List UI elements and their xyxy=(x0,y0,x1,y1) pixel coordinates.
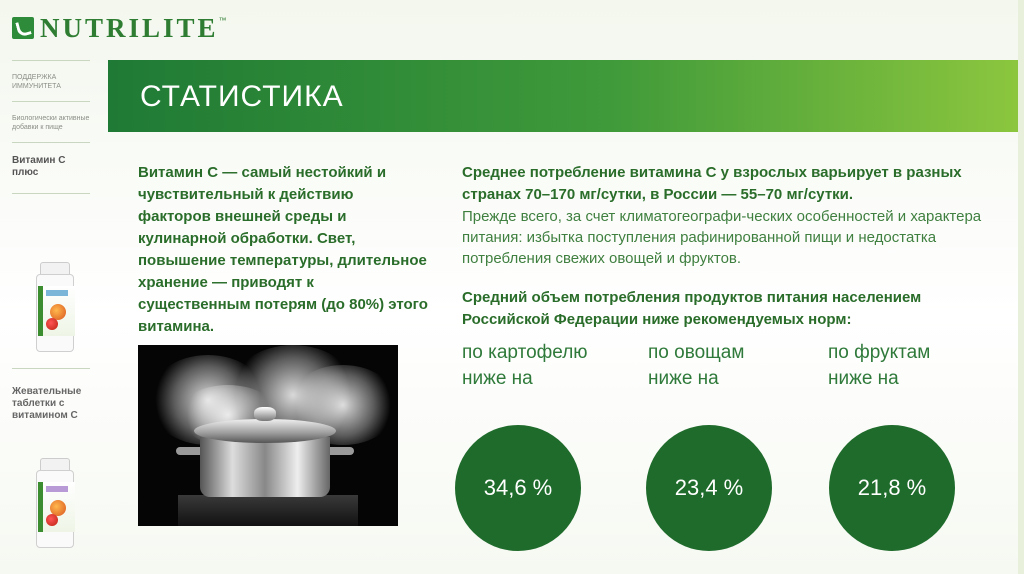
steaming-pot-image xyxy=(138,345,398,526)
consumption-info xyxy=(462,162,1002,331)
sidebar-nav xyxy=(12,60,90,194)
vitamin-c-plus-bottle-image[interactable] xyxy=(34,262,74,350)
consumption-bold-text: Среднее потребление витамина С у взрослых варьирует в разных странах 70–170 мг/сутки, в России — 55–70 мг/сутки. xyxy=(462,164,962,203)
consumption-reason-text: Прежде всего, за счет климатогеографи-ческих особенностей и характера питания: избытка поступления рафинированной пищи и недостатка потребления свежих овощей и фруктов. xyxy=(462,208,982,267)
stat-label-fruits xyxy=(828,340,930,392)
sidebar-item-immunity[interactable]: ПОДДЕРЖКА ИММУНИТЕТА xyxy=(12,74,61,90)
logo-text: NUTRILITE xyxy=(40,12,219,43)
nutrilite-logo xyxy=(12,14,227,42)
leaf-icon xyxy=(12,17,34,39)
nav-divider xyxy=(12,368,90,369)
sidebar-item-vitamin-c-plus[interactable]: Витамин С плюс xyxy=(12,155,66,178)
header-band xyxy=(108,60,1018,132)
sidebar-item-supplements[interactable]: Биологически активные добавки к пище xyxy=(12,115,90,131)
stat-lower-by: ниже на xyxy=(828,368,899,389)
sidebar-item-chewable-tablets[interactable]: Жевательные таблетки с витамином С xyxy=(12,386,82,421)
nav-divider xyxy=(12,193,90,194)
trademark-symbol: ™ xyxy=(218,16,227,25)
stat-category: по фруктам xyxy=(828,342,931,363)
stat-label-vegetables xyxy=(648,340,744,392)
stat-circle-potatoes: 34,6 % xyxy=(455,425,581,551)
stat-label-potatoes xyxy=(462,340,588,392)
page-title: СТАТИСТИКА xyxy=(140,80,344,113)
chewable-tablets-bottle-image[interactable] xyxy=(34,458,74,546)
stat-category: по картофелю xyxy=(462,342,588,363)
stat-lower-by: ниже на xyxy=(648,368,719,389)
stat-circle-vegetables: 23,4 % xyxy=(646,425,772,551)
vitamin-c-intro-text: Витамин С — самый нестойкий и чувствительный к действию факторов внешней среды и кулинарной обработки. Свет, повышение температуры, длительное хранение — приводят к существенным потерям (до 80%) этого витамина. xyxy=(138,164,428,335)
consumption-norms-text: Средний объем потребления продуктов питания населением Российской Федерации ниже рекомендуемых норм: xyxy=(462,289,922,328)
stat-lower-by: ниже на xyxy=(462,368,533,389)
stat-circle-fruits: 21,8 % xyxy=(829,425,955,551)
stat-category: по овощам xyxy=(648,342,745,363)
